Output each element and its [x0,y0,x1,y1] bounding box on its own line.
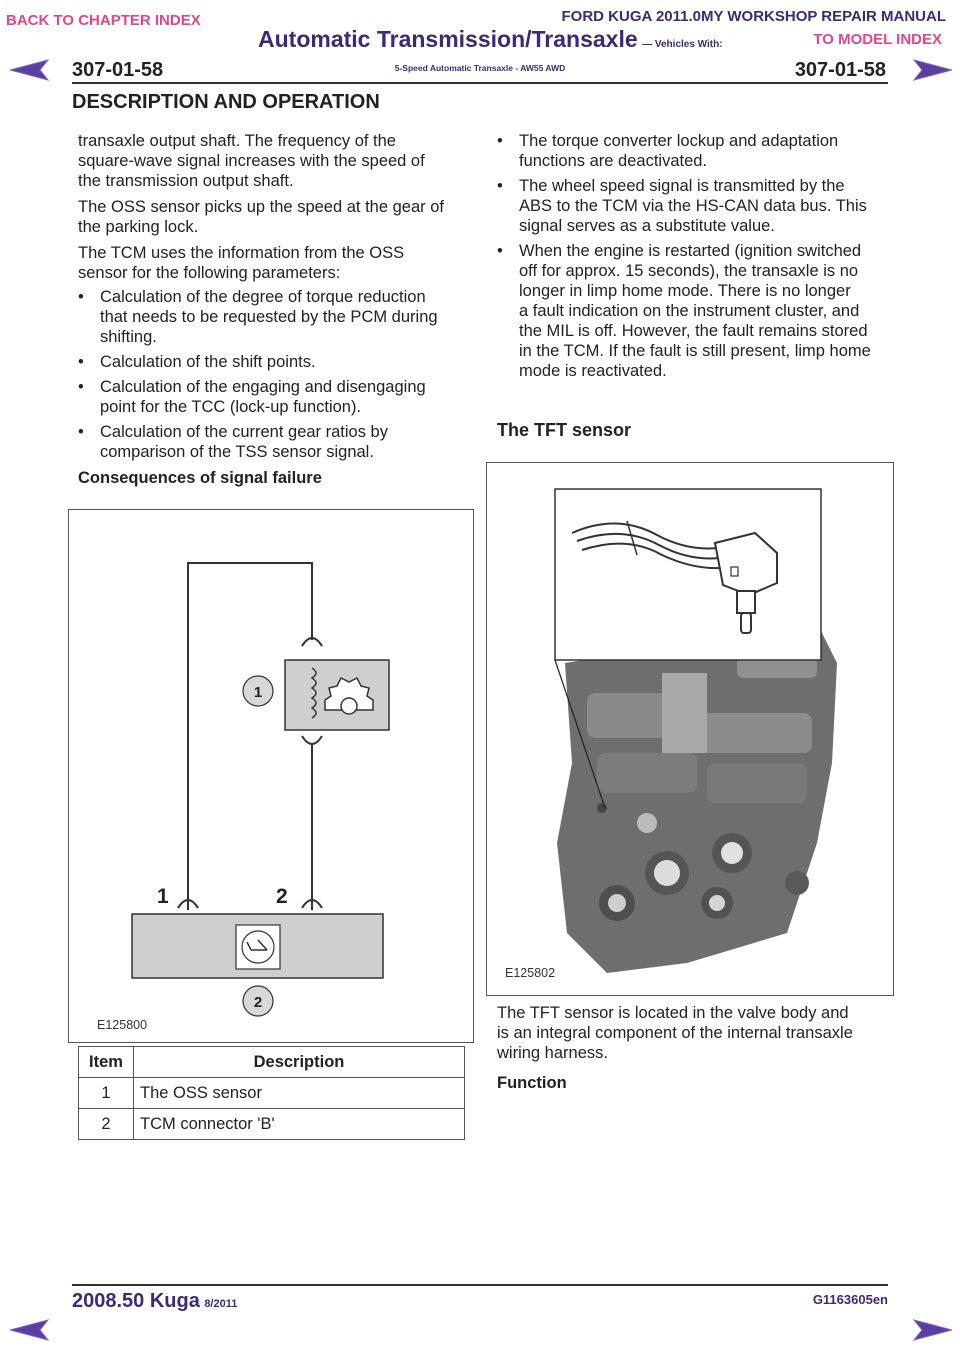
header-rule [72,82,888,84]
to-model-index-link[interactable]: TO MODEL INDEX [813,31,942,48]
section-title: Automatic Transmission/Transaxle [258,26,638,52]
paragraph-tcm-uses: The TCM uses the information from the OSS sensor for the following parameters: [78,244,405,282]
figure-code: E125802 [505,966,556,980]
column-header-item: Item [79,1047,134,1078]
callout-2-label: 2 [253,994,263,1011]
left-column-text [78,131,472,488]
callout-1-label: 1 [253,684,263,701]
model-label: 2008.50 Kuga [72,1290,200,1312]
pin-1-label: 1 [157,885,169,908]
page-code-right: 307-01-58 [794,59,886,81]
paragraph-output-shaft: transaxle output shaft. The frequency of the square-wave signal increases with the speed of the transmission output shaft. [78,132,425,190]
right-column-text [497,131,889,381]
date-label: 8/2011 [204,1298,238,1310]
item-description-table [78,1046,465,1140]
valve-body-illustration [487,463,893,995]
list-item: • Calculation of the degree of torque reduction that needs to be requested by the PCM during shifting. [78,288,438,346]
figure-code: E125800 [97,1018,148,1032]
consequences-heading: Consequences of signal failure [78,469,322,487]
footer-rule [72,1284,888,1286]
table-row [79,1109,465,1140]
previous-page-arrow-icon[interactable] [10,58,50,87]
oss-wiring-figure [68,509,474,1043]
page-code-left: 307-01-58 [72,59,164,81]
doc-code: G1163605en [812,1292,888,1307]
table-cell-description: TCM connector 'B' [134,1109,465,1140]
valve-body-photo [557,623,837,973]
list-item: • The wheel speed signal is transmitted by the ABS to the TCM via the HS-CAN data bus. This signal serves as a substitute value. [497,177,867,235]
list-item: • Calculation of the shift points. [78,353,316,371]
list-item: • When the engine is restarted (ignition switched off for approx. 15 seconds), the transaxle is no longer in limp home mode. There is no longer a fault indication on the instrument cluster, and the MIL is off. However, the fault remains stored in the TCM. If the fault is still present, limp home mode is reactivated. [497,242,871,380]
tft-description [497,1003,889,1093]
table-cell-item: 2 [79,1109,134,1140]
paragraph-oss-parking-lock: The OSS sensor picks up the speed at the gear of the parking lock. [78,198,444,236]
sensor-inset-box [555,489,821,660]
table-cell-description: The OSS sensor [134,1078,465,1109]
pin-2-label: 2 [276,885,288,908]
function-heading: Function [497,1074,567,1092]
column-header-description: Description [134,1047,465,1078]
list-item: • Calculation of the engaging and disengaging point for the TCC (lock-up function). [78,378,426,416]
section-header [258,26,723,53]
subsection-title: DESCRIPTION AND OPERATION [72,91,380,113]
tft-sensor-heading: The TFT sensor [497,420,632,440]
previous-page-arrow-icon[interactable] [10,1318,50,1347]
next-page-arrow-icon[interactable] [912,58,952,87]
manual-title: FORD KUGA 2011.0MY WORKSHOP REPAIR MANUAL [561,8,946,25]
table-header-row [79,1047,465,1078]
tft-sensor-figure [486,462,894,996]
footer-model [72,1290,237,1313]
list-item: • The torque converter lockup and adaptation functions are deactivated. [497,132,839,170]
vehicles-with-label: — Vehicles With: [642,39,723,50]
next-page-arrow-icon[interactable] [912,1318,952,1347]
back-to-chapter-index-link[interactable]: BACK TO CHAPTER INDEX [6,12,201,29]
table-cell-item: 1 [79,1078,134,1109]
table-row [79,1078,465,1109]
wiring-diagram [69,510,473,1042]
sub-title: 5-Speed Automatic Transaxle - AW55 AWD [394,63,566,73]
list-item: • Calculation of the current gear ratios by comparison of the TSS sensor signal. [78,423,388,461]
paragraph-tft-location: The TFT sensor is located in the valve body and is an integral component of the internal transaxle wiring harness. [497,1004,853,1062]
